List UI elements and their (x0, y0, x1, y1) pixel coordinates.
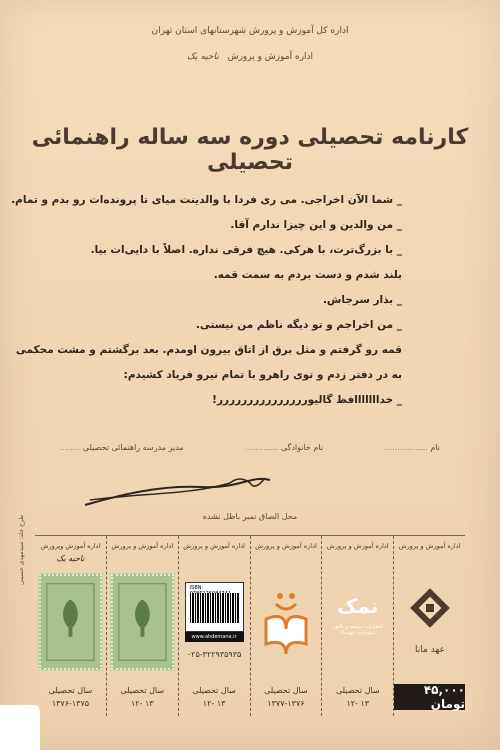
dotted-line: ............. (245, 443, 279, 452)
dialogue-line: به در دفتر زدم و توی راهرو با تمام نیرو فریاد کشیدم: (123, 369, 402, 381)
cell-header: اداره آموزش و پرورش (111, 542, 174, 550)
page-title: کارنامه تحصیلی دوره سه ساله راهنمائی تحصیلی (31, 125, 469, 175)
dialogue-line: _ خدااااااافظ گالیوررررررررررررررر! (212, 394, 402, 406)
grid-cell (393, 536, 465, 716)
ahdemana-logo-icon (399, 574, 461, 664)
grid-cell (250, 536, 322, 716)
year-label: سال تحصیلی (192, 686, 236, 695)
ahdemana-text: عهد مانا (415, 645, 445, 655)
stamp-image (39, 574, 102, 670)
year-value: ۱۳ -۱۲ (130, 699, 154, 708)
website-bar: www.ahdemana.ir (185, 632, 244, 642)
principal-label: مدیر مدرسه راهنمائی تحصیلی (82, 443, 184, 452)
emblem-icon (41, 576, 100, 668)
handwritten-office: ناحیه یک (56, 554, 85, 563)
dotted-line: ................. (384, 443, 428, 452)
year-value: ۱۳ -۱۲ (346, 699, 370, 708)
barcode (185, 582, 244, 632)
name-field (385, 443, 440, 452)
grid-cell (35, 536, 106, 716)
dialogue-line: _ من اخراجم و تو دیگه ناظم من نیستی. (195, 319, 402, 331)
cell-header: اداره آموزش وپرورش (40, 542, 101, 550)
nemak-title: نمک (337, 594, 379, 618)
principal-field (60, 443, 184, 452)
cover-credit: طرح جلد: سیدمهدی حسینی (18, 514, 25, 585)
dialogue-line: _ بذار سرجاش. (322, 294, 402, 306)
book-smile-logo (255, 574, 318, 670)
year-label: سال تحصیلی (335, 686, 380, 695)
isbn-text: ISBN: (189, 585, 204, 591)
year-grid (35, 535, 465, 716)
ahdemana-logo (398, 574, 461, 670)
cell-header: اداره آموزش و پرورش (398, 542, 461, 550)
signature-scrawl (80, 465, 280, 515)
dialogue-line: قمه رو گرفتم و مثل برق از اتاق بیرون اومدم. بعد برگشتم و مشت محکمی (15, 344, 402, 356)
cell-header: اداره آموزش و پرورش (255, 542, 317, 550)
revenue-stamp (111, 574, 174, 670)
dialogue-line: _ من والدین و این چیزا ندارم آقا. (230, 219, 402, 231)
revenue-stamp (39, 574, 102, 670)
nemak-subtitle: انتشارات ترجمه و تألیف انتشارات عهدمانا (332, 624, 383, 636)
grid-cell (178, 536, 250, 716)
nemak-logo (326, 574, 389, 670)
barcode-lines (190, 593, 239, 623)
grid-cell (321, 536, 393, 716)
header-line-1: اداره کل آموزش و پرورش شهرستانهای استان تهران (151, 26, 349, 36)
dialogue-line: _ شما الآن اخراجی. می ری فردا با والدینت میای تا پرونده‌ات رو بدم و تمام. (11, 194, 402, 206)
family-label: نام خانوادگی (280, 443, 324, 452)
header-line-2-handwritten: ناحیه یک (186, 52, 219, 62)
barcode-area (183, 574, 246, 670)
header-line-2-text: اداره آموزش و پرورش (227, 52, 314, 62)
phone-number: ۰۲۵-۳۲۲۹۳۵۹۳۵ (186, 650, 242, 659)
year-label: سال تحصیلی (48, 686, 93, 695)
price-box: ۴۵,۰۰۰ تومان (394, 684, 465, 710)
smile-book-icon (255, 574, 317, 664)
corner-logo (0, 705, 40, 750)
grid-cell (106, 536, 178, 716)
emblem-icon (113, 576, 172, 668)
stamp-place-label: محل الصاق تمبر باطل نشده (202, 512, 298, 521)
dotted-line: ........ (60, 443, 81, 452)
header-line-2 (150, 52, 350, 62)
year-value-handwritten: ۱۳۷۶-۱۳۷۵ (51, 699, 90, 708)
year-label: سال تحصیلی (264, 686, 308, 695)
cell-header: اداره آموزش و پرورش (183, 542, 245, 550)
year-label: سال تحصیلی (120, 686, 165, 695)
cell-header: اداره آموزش و پرورش (326, 542, 389, 550)
dialogue-block (11, 188, 402, 413)
year-value: ۱۳ -۱۲ (202, 699, 226, 708)
year-value-handwritten: ۱۳۷۷-۱۳۷۶ (267, 699, 305, 708)
dialogue-line: _ با بزرگ‌ترت، با هرکی. هیچ فرقی نداره. اصلاً با دایی‌ات بیا. (90, 244, 402, 256)
signature-row (60, 443, 440, 452)
family-field (245, 443, 323, 452)
stamp-image (111, 574, 174, 670)
dialogue-line: بلند شدم و دست بردم به سمت قمه. (213, 269, 402, 281)
name-label: نام (430, 443, 440, 452)
